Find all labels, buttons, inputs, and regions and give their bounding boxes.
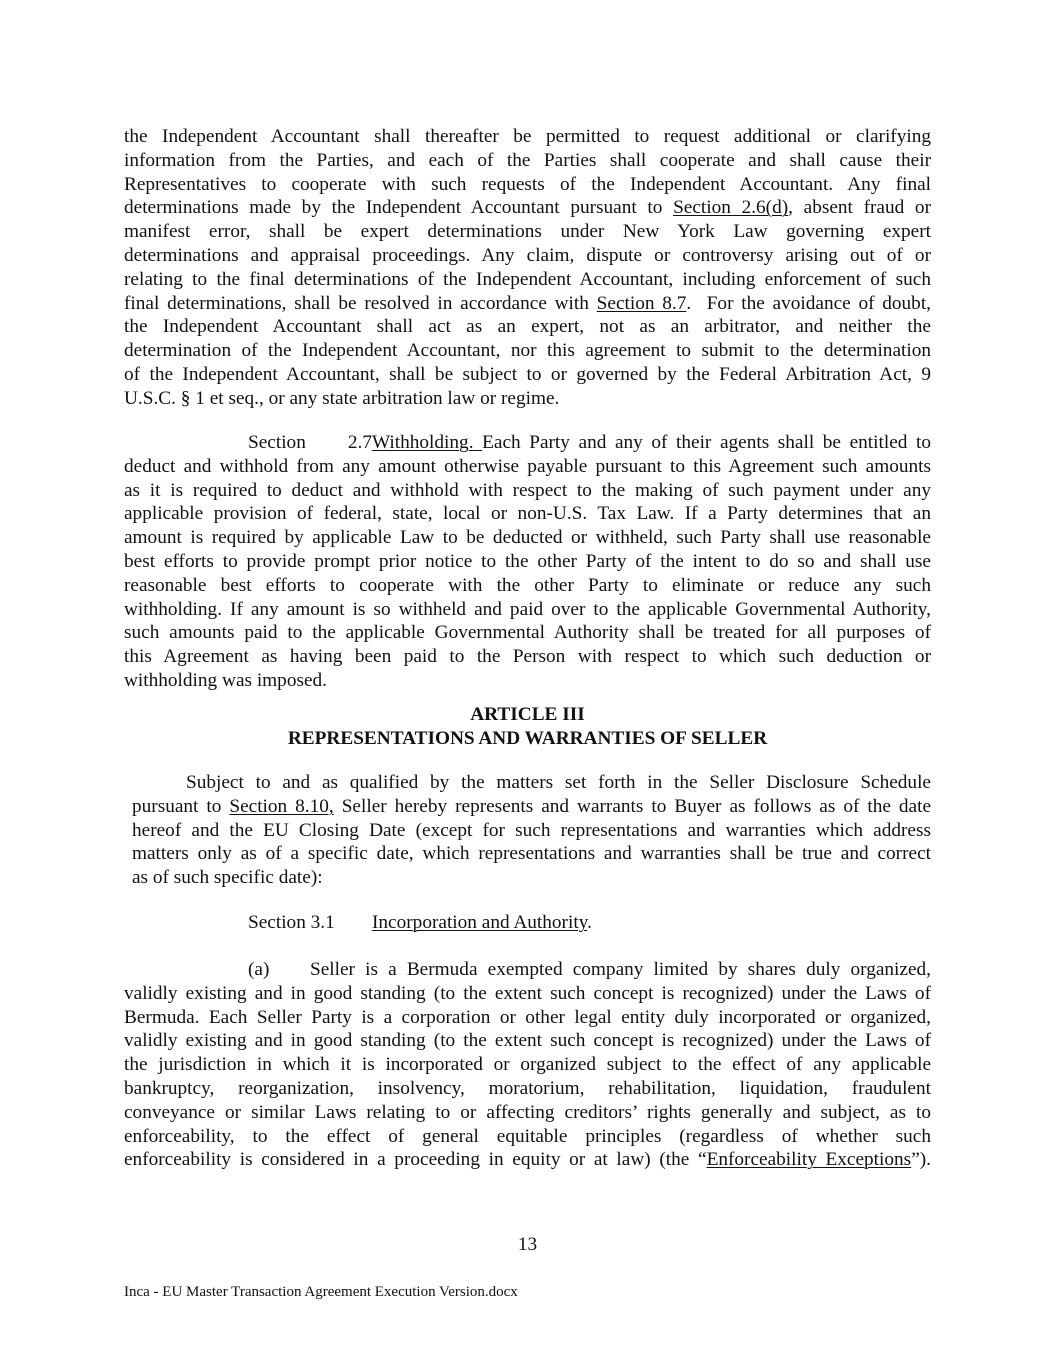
section-3-1-heading [124, 911, 931, 935]
text-line [124, 1148, 931, 1172]
section-reference-link[interactable]: Section 8.10, [229, 795, 334, 817]
paragraph-a-incorporation [124, 958, 931, 1172]
text-line: as of such specific date): [132, 867, 323, 889]
text-line [132, 771, 931, 795]
text-line: the jurisdiction in which it is incorporated or organized subject to the effect of any applicable [124, 1054, 931, 1076]
text-span: determinations made by the Independent Accountant pursuant to [124, 197, 674, 219]
text-line: withholding. If any amount is so withheld and paid over to the applicable Governmental Authority, [124, 598, 931, 620]
text-line: best efforts to provide prompt prior notice to the other Party of the intent to do so and shall use [124, 550, 931, 572]
text-line: U.S.C. § 1 et seq., or any state arbitration law or regime. [124, 387, 560, 409]
text-line: withholding was imposed. [124, 669, 327, 691]
text-line: as it is required to deduct and withhold with respect to the making of such payment under any [124, 479, 931, 501]
text-line: conveyance or similar Laws relating to or affecting creditors’ rights generally and subject, as to [124, 1101, 931, 1123]
text-line: determination of the Independent Accountant, nor this agreement to submit to the determination [124, 340, 931, 362]
text-span: Subject to and as qualified by the matters set forth in the Seller Disclosure Schedule [186, 772, 931, 793]
section-title: Withholding. [372, 432, 483, 453]
text-line: determinations and appraisal proceedings. Any claim, dispute or controversy arising out of or [124, 244, 931, 266]
text-line: relating to the final determinations of the Independent Accountant, including enforcement of such [124, 268, 931, 290]
text-line: the Independent Accountant shall thereafter be permitted to request additional or clarifying [124, 126, 931, 147]
article-intro-paragraph [132, 771, 931, 890]
text-span: ”). [911, 1149, 931, 1171]
text-line: validly existing and in good standing (to the extent such concept is recognized) under the Laws of [124, 1030, 931, 1052]
section-number: Section 2.7 [248, 432, 372, 453]
paragraph-label: (a) [248, 959, 270, 980]
text-span: , absent fraud or [788, 197, 931, 219]
article-number: ARTICLE III [470, 704, 585, 725]
text-line [124, 196, 931, 220]
text-line: of the Independent Accountant, shall be subject to or governed by the Federal Arbitration Act, 9 [124, 363, 931, 385]
paragraph-independent-accountant [124, 125, 931, 411]
text-line: Representatives to cooperate with such requests of the Independent Accountant. Any final [124, 173, 931, 195]
text-span: Seller is a Bermuda exempted company limited by shares duly organized, [310, 959, 931, 980]
section-reference-link[interactable]: Section 2.6(d) [673, 197, 789, 219]
text-line: bankruptcy, reorganization, insolvency, moratorium, rehabilitation, liquidation, fraudulent [124, 1077, 931, 1099]
text-span: Each Party and any of their agents shall be entitled to [482, 432, 931, 453]
text-line: Bermuda. Each Seller Party is a corporation or other legal entity duly incorporated or organized, [124, 1006, 931, 1028]
text-line: enforceability, to the effect of general equitable principles (regardless of whether such [124, 1125, 931, 1147]
text-line: reasonable best efforts to cooperate with the other Party to eliminate or reduce any such [124, 574, 931, 596]
section-heading-line [124, 431, 931, 455]
text-line: amount is required by applicable Law to be deducted or withheld, such Party shall use reasonable [124, 527, 931, 549]
text-span: enforceability is considered in a proceeding in equity or at law) (the “ [124, 1149, 707, 1171]
article-title: REPRESENTATIONS AND WARRANTIES OF SELLER [287, 728, 768, 749]
text-line: this Agreement as having been paid to the Person with respect to which such deduction or [124, 646, 931, 668]
text-line: matters only as of a specific date, which representations and warranties shall be true and correct [132, 843, 931, 865]
text-span: pursuant to [132, 795, 230, 817]
text-line [124, 292, 931, 316]
section-reference-link[interactable]: Section 8.7 [596, 292, 687, 314]
text-line: validly existing and in good standing (to the extent such concept is recognized) under the Laws of [124, 982, 931, 1004]
document-footer: Inca - EU Master Transaction Agreement Execution Version.docx [124, 1284, 518, 1300]
text-line: hereof and the EU Closing Date (except for such representations and warranties which address [132, 819, 931, 841]
text-line [124, 958, 931, 982]
text-line: the Independent Accountant shall act as an expert, not as an arbitrator, and neither the [124, 316, 931, 338]
section-heading-line [124, 911, 931, 935]
section-title: Incorporation and Authority [372, 912, 588, 933]
text-span: Seller hereby represents and warrants to Buyer as follows as of the date [333, 795, 932, 817]
section-number: Section 3.1 [248, 912, 335, 933]
text-span: . [587, 912, 592, 933]
text-span: final determinations, shall be resolved in accordance with [124, 292, 597, 314]
text-line: information from the Parties, and each of the Parties shall cooperate and shall cause their [124, 149, 931, 171]
section-2-7-withholding [124, 431, 931, 693]
page-number: 13 [517, 1234, 538, 1255]
text-line: deduct and withhold from any amount otherwise payable pursuant to this Agreement such amounts [124, 455, 931, 477]
text-line [132, 795, 931, 819]
text-line: such amounts paid to the applicable Governmental Authority shall be treated for all purposes of [124, 622, 931, 644]
text-line: manifest error, shall be expert determinations under New York Law governing expert [124, 221, 931, 243]
defined-term: Enforceability Exceptions [706, 1149, 912, 1171]
text-span: . For the avoidance of doubt, [686, 292, 932, 314]
text-line: applicable provision of federal, state, local or non-U.S. Tax Law. If a Party determines that an [124, 503, 931, 525]
